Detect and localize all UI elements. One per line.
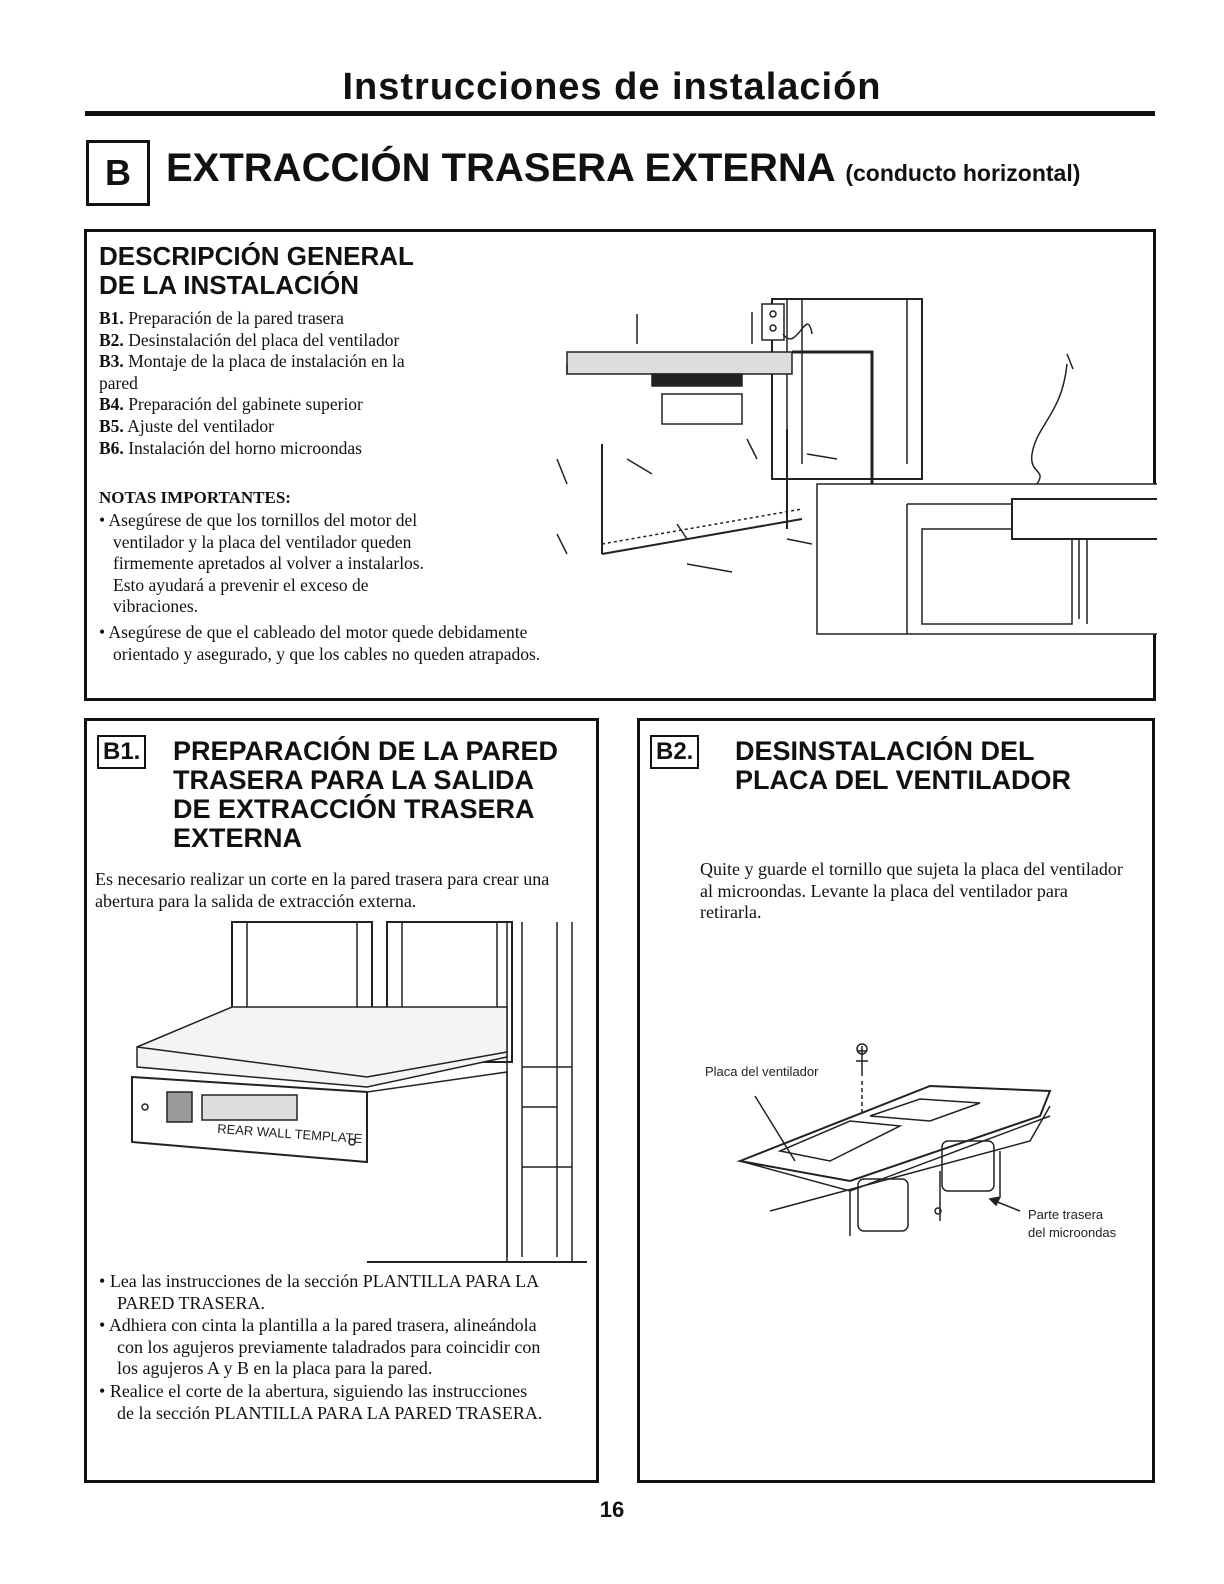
- b2-tag: B2.: [650, 735, 699, 769]
- b1-bullet-text: Lea las instrucciones de la sección PLANTILLA PARA LA PARED TRASERA.: [109, 1271, 539, 1313]
- b1-tag: B1.: [97, 735, 146, 769]
- b2-title: [735, 737, 1071, 795]
- b2-label-rear-line2: del microondas: [1028, 1225, 1117, 1240]
- b2-label-fan-plate: Placa del ventilador: [705, 1064, 819, 1079]
- b1-bullets: [99, 1271, 569, 1425]
- section-letter-badge: B: [86, 140, 150, 206]
- overview-step: [99, 351, 429, 394]
- b1-bullet: • Adhiera con cinta la plantilla a la pared trasera, alineándola con los agujeros previamente taladrados para coincidir con los agujeros A y B en la placa para la pared.: [99, 1315, 541, 1379]
- b1-box: [84, 718, 599, 1483]
- overview-step: [99, 394, 519, 416]
- b1-title-line: DE EXTRACCIÓN TRASERA: [173, 794, 535, 824]
- b1-title-line: TRASERA PARA LA SALIDA: [173, 765, 534, 795]
- overview-step: [99, 416, 519, 438]
- step-text: Instalación del horno microondas: [128, 437, 362, 458]
- overview-step: [99, 330, 429, 352]
- b1-title: [173, 737, 558, 853]
- b2-fan-plate-illustration: [700, 1021, 1150, 1261]
- b1-title-line: PREPARACIÓN DE LA PARED: [173, 736, 559, 766]
- step-code: B4.: [99, 394, 124, 415]
- note-text: Asegúrese de que el cableado del motor quede debidamente orientado y asegurado, y que los cables no queden atrapados.: [108, 621, 541, 664]
- b1-rear-wall-template-illustration: [127, 917, 597, 1267]
- page-title: Instrucciones de instalación: [342, 66, 882, 108]
- step-text: Preparación del gabinete superior: [128, 394, 363, 415]
- b1-title-line: EXTERNA: [173, 823, 303, 853]
- overview-heading-line1: DESCRIPCIÓN GENERAL: [99, 241, 414, 271]
- step-code: B3.: [99, 351, 124, 372]
- notes-heading: NOTAS IMPORTANTES:: [99, 488, 291, 507]
- b2-title-line: PLACA DEL VENTILADOR: [735, 765, 1072, 795]
- section-title: [166, 146, 1080, 191]
- overview-heading: [99, 242, 414, 300]
- overview-box: [84, 229, 1156, 701]
- note-item: • Asegúrese de que los tornillos del motor del ventilador y la placa del ventilador queden firmemente apretados al volver a instalarlos. Esto ayudará a prevenir el exceso de vibraciones.: [99, 510, 424, 617]
- b1-bullet-text: Adhiera con cinta la plantilla a la pared trasera, alineándola con los agujeros previamente taladrados para coincidir con los agujeros A y B en la placa para la pared.: [108, 1315, 541, 1379]
- b2-box: [637, 718, 1155, 1483]
- step-code: B1.: [99, 308, 124, 328]
- step-text: Montaje de la placa de instalación en la pared: [99, 351, 405, 393]
- step-text: Ajuste del ventilador: [127, 415, 275, 436]
- b1-intro: Es necesario realizar un corte en la pared trasera para crear una abertura para la salida de extracción externa.: [95, 869, 550, 911]
- b1-bullet: • Lea las instrucciones de la sección PLANTILLA PARA LA PARED TRASERA.: [99, 1271, 539, 1313]
- b1-bullet: • Realice el corte de la abertura, siguiendo las instrucciones de la sección PLANTILLA PARA LA PARED TRASERA.: [99, 1380, 543, 1423]
- section-title-main: EXTRACCIÓN TRASERA EXTERNA: [166, 146, 835, 190]
- b1-figure-label: REAR WALL TEMPLATE: [216, 1121, 363, 1147]
- b2-title-line: DESINSTALACIÓN DEL: [735, 736, 1035, 766]
- section-subtitle: (conducto horizontal): [845, 160, 1081, 186]
- step-code: B6.: [99, 437, 124, 458]
- overview-steps-list: [99, 308, 519, 459]
- overview-heading-line2: DE LA INSTALACIÓN: [99, 270, 359, 300]
- note-text: Asegúrese de que los tornillos del motor del ventilador y la placa del ventilador queden firmemente apretados al volver a instalarlos. Esto ayudará a prevenir el exceso de vibraciones.: [108, 510, 424, 617]
- step-text: Preparación de la pared trasera: [128, 308, 344, 328]
- b1-bullet-text: Realice el corte de la abertura, siguiendo las instrucciones de la sección PLANTILLA PARA LA PARED TRASERA.: [109, 1380, 543, 1423]
- b2-text: Quite y guarde el tornillo que sujeta la placa del ventilador al microondas. Levante la placa del ventilador para retirarla.: [700, 859, 1123, 922]
- step-code: B5.: [99, 415, 124, 436]
- note-item: • Asegúrese de que el cableado del motor quede debidamente orientado y asegurado, y que los cables no queden atrapados.: [99, 621, 541, 664]
- title-rule: [85, 111, 1155, 116]
- overview-step: [99, 308, 519, 330]
- overview-step: [99, 438, 519, 460]
- step-text: Desinstalación del placa del ventilador: [128, 329, 400, 350]
- page-number: 16: [599, 1497, 625, 1522]
- b2-label-rear-line1: Parte trasera: [1028, 1207, 1104, 1222]
- overview-installation-illustration: [467, 294, 1157, 654]
- step-code: B2.: [99, 329, 124, 350]
